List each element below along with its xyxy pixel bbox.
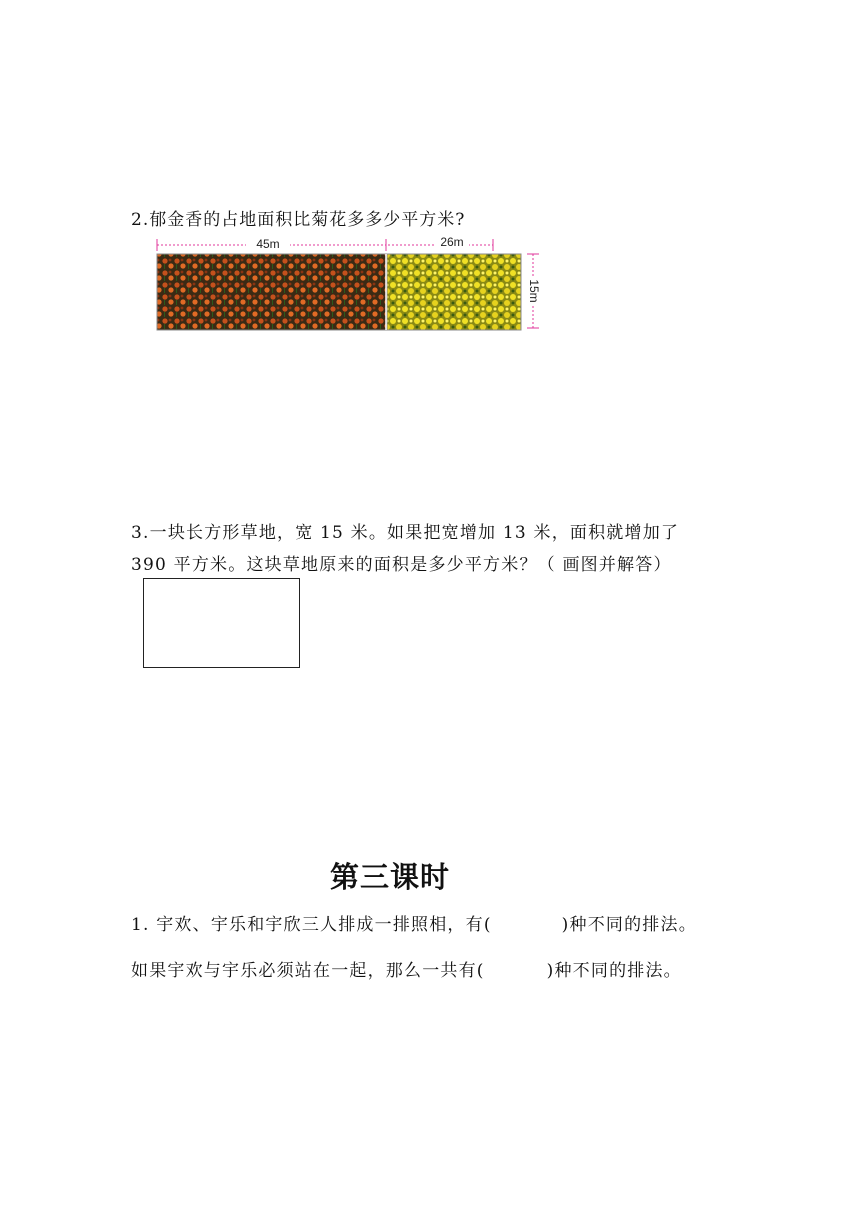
question-3-line-1: 3.一块长方形草地，宽 15 米。如果把宽增加 13 米，面积就增加了 bbox=[131, 523, 680, 543]
chrysanthemum-bed bbox=[387, 254, 521, 330]
problem-1-before: 1. 宇欢、宇乐和宇欣三人排成一排照相，有( bbox=[131, 915, 492, 935]
tulip-length-label: 45m bbox=[256, 237, 280, 251]
problem-2-line bbox=[131, 956, 682, 981]
mum-length-label: 26m bbox=[440, 235, 464, 249]
problem-2-before: 如果宇欢与宇乐必须站在一起，那么一共有( bbox=[131, 961, 485, 981]
question-2-text: 2.郁金香的占地面积比菊花多多少平方米? bbox=[131, 210, 466, 230]
question-3-line-2: 390 平方米。这块草地原来的面积是多少平方米？（ 画图并解答） bbox=[131, 555, 672, 575]
problem-1-after: )种不同的排法。 bbox=[561, 915, 697, 935]
flower-bed-figure bbox=[150, 234, 550, 334]
problem-2-after: )种不同的排法。 bbox=[546, 961, 682, 981]
tulip-bed bbox=[157, 254, 386, 330]
problem-1-line bbox=[131, 910, 697, 935]
section-title: 第三课时 bbox=[329, 860, 450, 894]
drawing-answer-box[interactable] bbox=[143, 578, 300, 668]
width-label: 15m bbox=[527, 279, 541, 303]
